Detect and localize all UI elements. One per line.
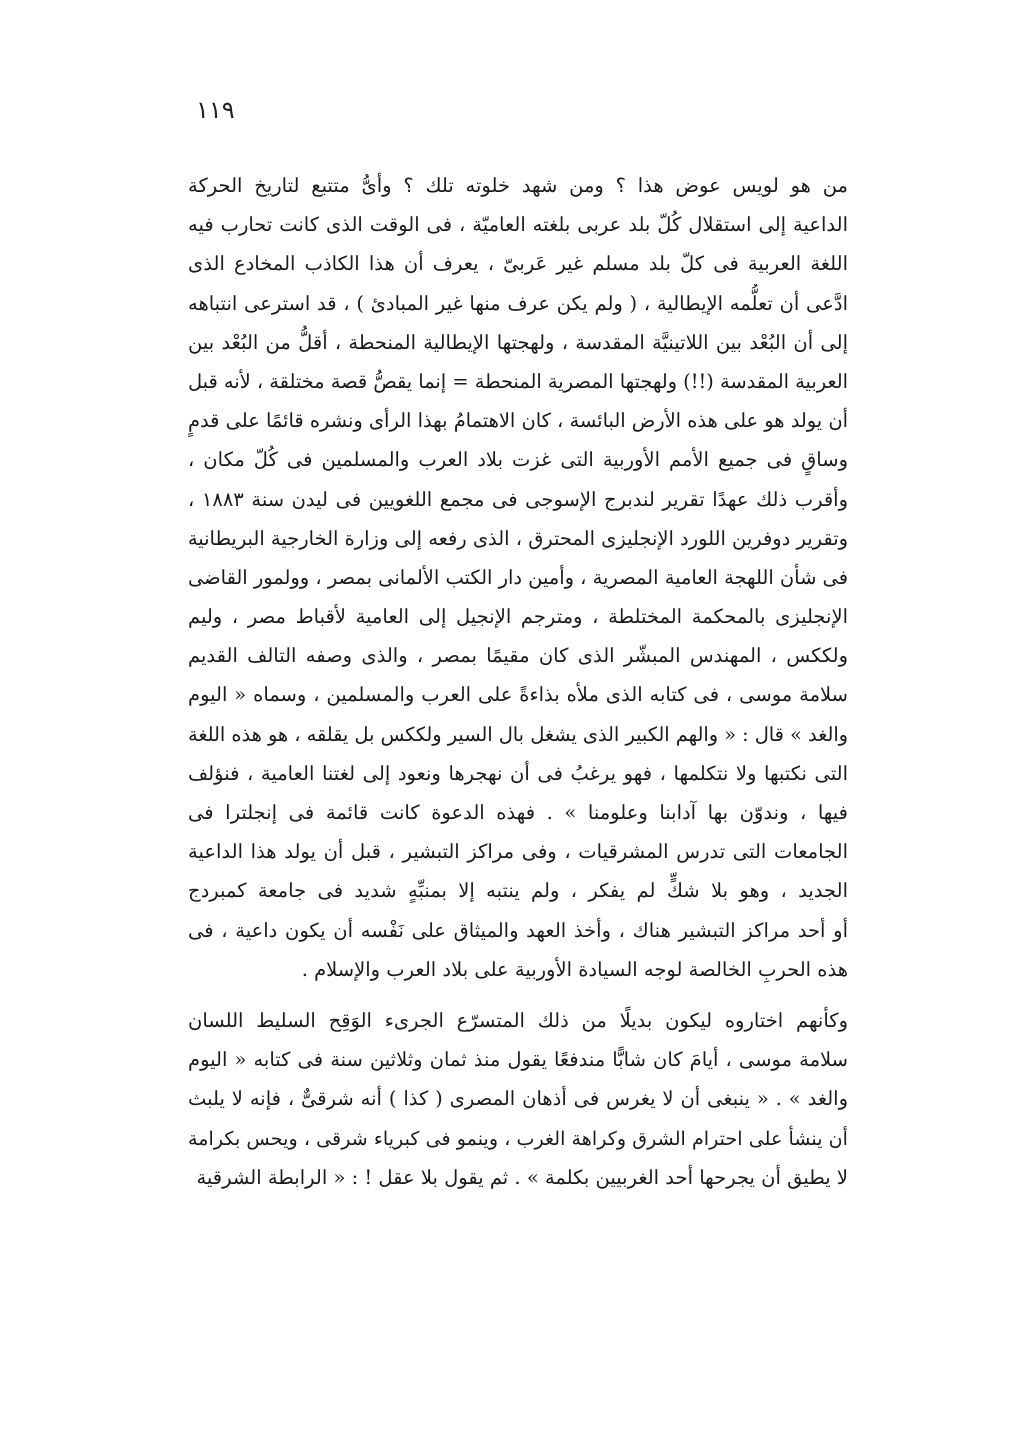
text-line: سلامة موسى ، أيامَ كان شابًّا مندفعًا يقول منذ ثمان وثلاثين سنة فى كتابه « اليوم	[188, 1048, 848, 1072]
text-line: من هو لويس عوض هذا ؟ ومن شهد خلوته تلك ؟ وأىُّ متتبع لتاريخ الحركة	[188, 174, 848, 197]
text-line: أن يولد هو على هذه الأرض البائسة ، كان الاهتمامُ بهذا الرأى ونشره قائمًا على قدمٍ	[188, 409, 848, 433]
text-line: والغد » . « ينبغى أن لا يغرس فى أذهان المصرى ( كذا ) أنه شرقىٌّ ، فإنه لا يلبث	[188, 1087, 848, 1111]
paragraph	[188, 166, 848, 989]
text-line: والغد » قال : « والهم الكبير الذى يشغل بال السير ولككس بل يقلقه ، هو هذه اللغة	[188, 722, 848, 746]
text-line: فى شأن اللهجة العامية المصرية ، وأمين دار الكتب الألمانى بمصر ، وولمور القاضى	[188, 565, 848, 589]
text-line: وكأنهم اختاروه ليكون بديلًا من ذلك المتسرّع الجرىء الوَقِح السليط اللسان	[188, 1008, 848, 1032]
text-line: فيها ، وندوّن بها آدابنا وعلومنا » . فهذه الدعوة كانت قائمة فى إنجلترا فى	[188, 801, 848, 824]
text-line: اللغة العربية فى كلّ بلد مسلم غير عَربىّ ، يعرف أن هذا الكاذب المخادع الذى	[188, 252, 848, 276]
text-line: هذه الحربِ الخالصة لوجه السيادة الأوربية على بلاد العرب والإسلام .	[301, 957, 848, 981]
text-line: وأقرب ذلك عهدًا تقرير لندبرج الإسوجى فى مجمع اللغويين فى ليدن سنة ١٨٨٣ ،	[188, 487, 848, 511]
text-line: أن ينشأ على احترام الشرق وكراهة الغرب ، وينمو فى كبرياء شرقى ، ويحس بكرامة	[188, 1126, 848, 1150]
text-line: العربية المقدسة (!!) ولهجتها المصرية المنحطة = إنما يقصُّ قصة مختلقة ، لأنه قبل	[188, 369, 848, 393]
text-line: وساقٍ فى جميع الأمم الأوربية التى غزت بلاد العرب والمسلمين فى كُلّ مكان ،	[188, 448, 848, 472]
text-line: الجديد ، وهو بلا شكٍّ لم يفكر ، ولم ينتبه إلا بمنبِّهٍ شديد فى جامعة كمبردج	[188, 879, 848, 903]
text-line: الإنجليزى بالمحكمة المختلطة ، ومترجم الإنجيل إلى العامية لأقباط مصر ، وليم	[188, 605, 848, 629]
paragraph	[188, 1001, 848, 1197]
body-text	[188, 166, 848, 1197]
text-line: سلامة موسى ، فى كتابه الذى ملأه بذاءةً على العرب والمسلمين ، وسماه « اليوم	[188, 683, 848, 707]
text-line: أو أحد مراكز التبشير هناك ، وأخذ العهد والميثاق على نَفْسه أن يكون داعية ، فى	[188, 918, 848, 942]
page-number: ١١٩	[196, 96, 235, 124]
text-line: ادَّعى أن تعلُّمه الإيطالية ، ( ولم يكن عرف منها غير المبادئ ) ، قد استرعى انتباهه	[188, 291, 848, 315]
text-line: التى نكتبها ولا نتكلمها ، فهو يرغبُ فى أن نهجرها ونعود إلى لغتنا العامية ، فنؤلف	[188, 761, 848, 785]
text-line: لا يطيق أن يجرحها أحد الغربيين بكلمة » . ثم يقول بلا عقل ! : « الرابطة الشرقية	[196, 1165, 848, 1189]
text-line: وتقرير دوفرين اللورد الإنجليزى المحترق ، الذى رفعه إلى وزارة الخارجية البريطانية	[188, 526, 848, 550]
text-line: الجامعات التى تدرس المشرقيات ، وفى مراكز التبشير ، قبل أن يولد هذا الداعية	[188, 840, 848, 864]
text-line: الداعية إلى استقلال كُلّ بلد عربى بلغته العاميّة ، فى الوقت الذى كانت تحارب فيه	[188, 213, 848, 237]
text-line: إلى أن البُعْد بين اللاتينيَّة المقدسة ، ولهجتها الإيطالية المنحطة ، أقلُّ من البُعْد بين	[188, 330, 848, 354]
text-line: ولككس ، المهندس المبشّر الذى كان مقيمًا بمصر ، والذى وصفه التالف القديم	[188, 644, 848, 668]
